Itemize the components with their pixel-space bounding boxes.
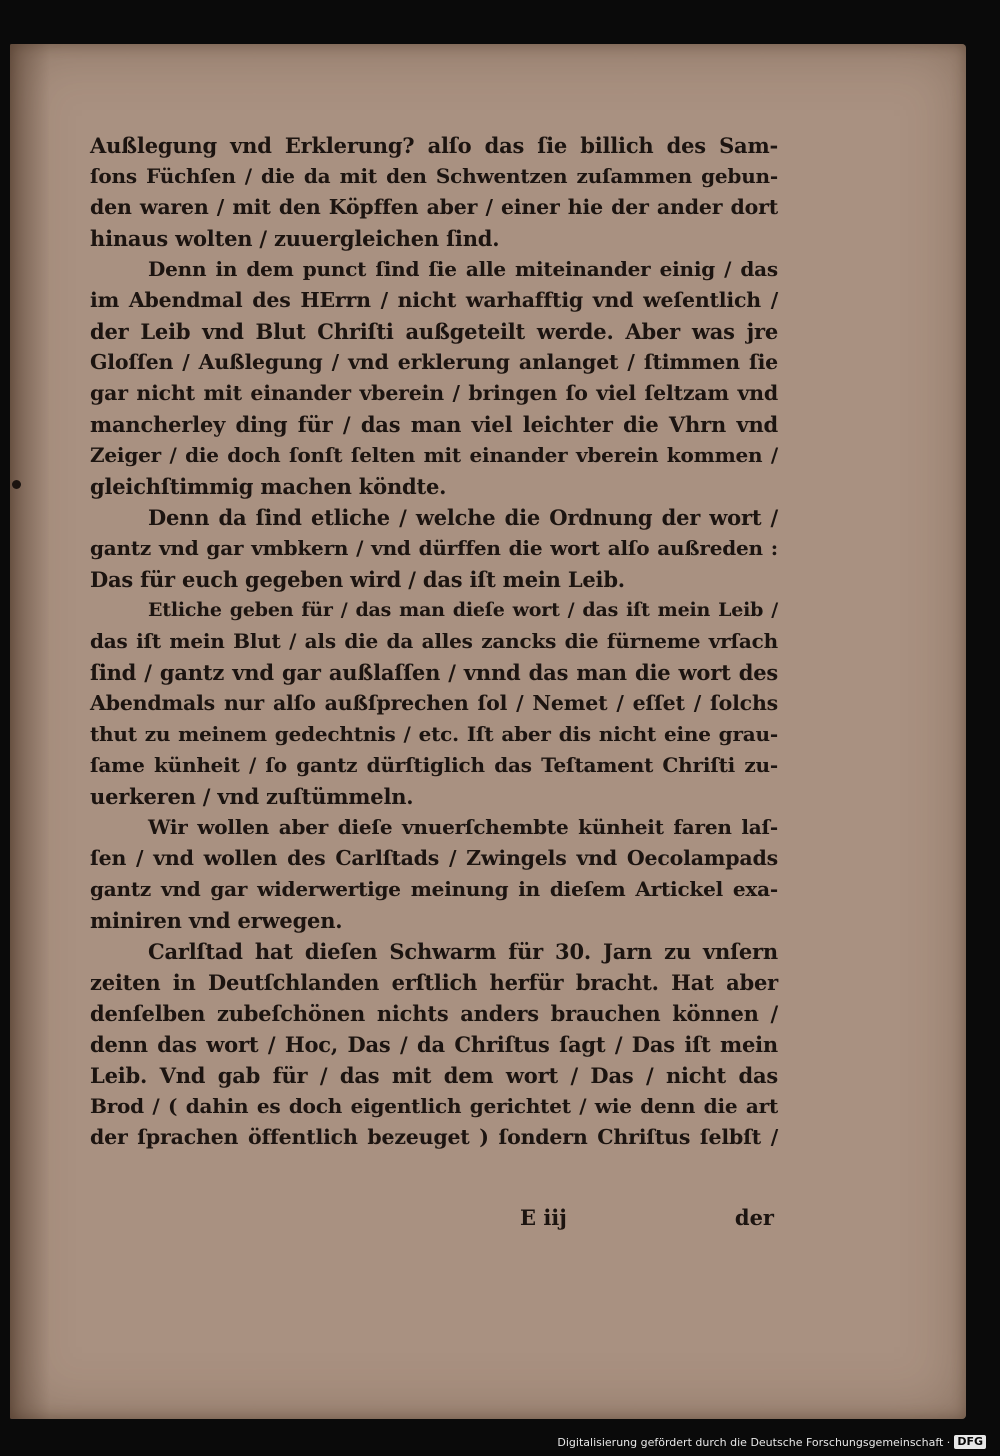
text-line: hinaus wolten / zuuergleichen ſind. — [90, 226, 500, 251]
text-line: gleichſtimmig machen köndte. — [90, 474, 447, 499]
text-line: im Abendmal des HErrn / nicht warhafftig vnd weſentlich / — [90, 288, 778, 312]
text-line: Denn da ſind etliche / welche die Ordnung der wort / — [148, 505, 778, 530]
text-line: das iſt mein Blut / als die da alles zancks die fürneme vrſach — [90, 629, 778, 653]
text-line: zeiten in Deutſchlanden erſtlich herfür bracht. Hat aber — [90, 970, 778, 995]
body-text — [90, 130, 778, 1153]
text-line: denſelben zubeſchönen nichts anders brauchen können / — [90, 1001, 778, 1026]
text-line: uerkeren / vnd zuſtümmeln. — [90, 784, 414, 809]
credit-text: Digitalisierung gefördert durch die Deutsche Forschungsgemeinschaft · — [557, 1435, 951, 1449]
dfg-logo: DFG — [954, 1435, 986, 1449]
text-line: gantz vnd gar widerwertige meinung in dieſem Artickel exa- — [90, 877, 778, 901]
text-line: ſind / gantz vnd gar außlaſſen / vnnd das man die wort des — [90, 660, 778, 685]
signature-mark: E iij — [520, 1205, 567, 1230]
text-line: Leib. Vnd gab für / das mit dem wort / Das / nicht das — [90, 1063, 778, 1088]
text-line: Zeiger / die doch ſonſt ſelten mit einander vberein kommen / — [90, 443, 778, 467]
book-page — [10, 44, 966, 1419]
text-line: Brod / ( dahin es doch eigentlich gerichtet / wie denn die art — [90, 1094, 778, 1118]
text-line: mancherley ding für / das man viel leichter die Vhrn vnd — [90, 412, 778, 437]
text-line: Abendmals nur alſo außſprechen ſol / Nemet / eſſet / ſolchs — [90, 691, 778, 715]
text-line: Wir wollen aber dieſe vnuerſchembte künheit faren laſ- — [148, 815, 778, 839]
digitization-credit — [557, 1432, 986, 1452]
text-line: Das für euch gegeben wird / das iſt mein Leib. — [90, 567, 625, 592]
text-line: miniren vnd erwegen. — [90, 908, 343, 933]
catchword: der — [734, 1205, 774, 1230]
text-line: Gloſſen / Außlegung / vnd erklerung anlanget / ſtimmen ſie — [90, 350, 778, 374]
text-line: Außlegung vnd Erklerung? alſo das ſie billich des Sam- — [90, 133, 778, 158]
text-line: Denn in dem punct ſind ſie alle miteinander einig / das — [148, 257, 778, 281]
page-gutter-shadow — [10, 44, 50, 1419]
text-line: thut zu meinem gedechtnis / etc. Iſt aber dis nicht eine grau- — [90, 722, 778, 746]
text-line: Carlſtad hat dieſen Schwarm für 30. Jarn zu vnſern — [148, 939, 778, 964]
text-line: denn das wort / Hoc, Das / da Chriſtus ſagt / Das iſt mein — [90, 1032, 778, 1057]
text-line: ſen / vnd wollen des Carlſtads / Zwingels vnd Oecolampads — [90, 846, 778, 870]
text-line: ſons Füchſen / die da mit den Schwentzen zuſammen gebun- — [90, 164, 778, 188]
text-line: den waren / mit den Köpffen aber / einer hie der ander dort — [90, 195, 778, 219]
binding-hole — [12, 480, 21, 489]
page-footer-line — [90, 1202, 778, 1234]
text-line: ſame künheit / ſo gantz dürſtiglich das Teſtament Chriſti zu- — [90, 753, 778, 777]
text-line: Etliche geben für / das man dieſe wort / das iſt mein Leib / — [148, 599, 778, 621]
text-line: der Leib vnd Blut Chriſti außgeteilt werde. Aber was jre — [90, 319, 778, 344]
text-line: gantz vnd gar vmbkern / vnd dürffen die wort alſo außreden : — [90, 536, 778, 560]
text-line: der ſprachen öffentlich bezeuget ) ſondern Chriſtus ſelbſt / — [90, 1125, 778, 1149]
text-line: gar nicht mit einander vberein / bringen ſo viel ſeltzam vnd — [90, 381, 778, 405]
